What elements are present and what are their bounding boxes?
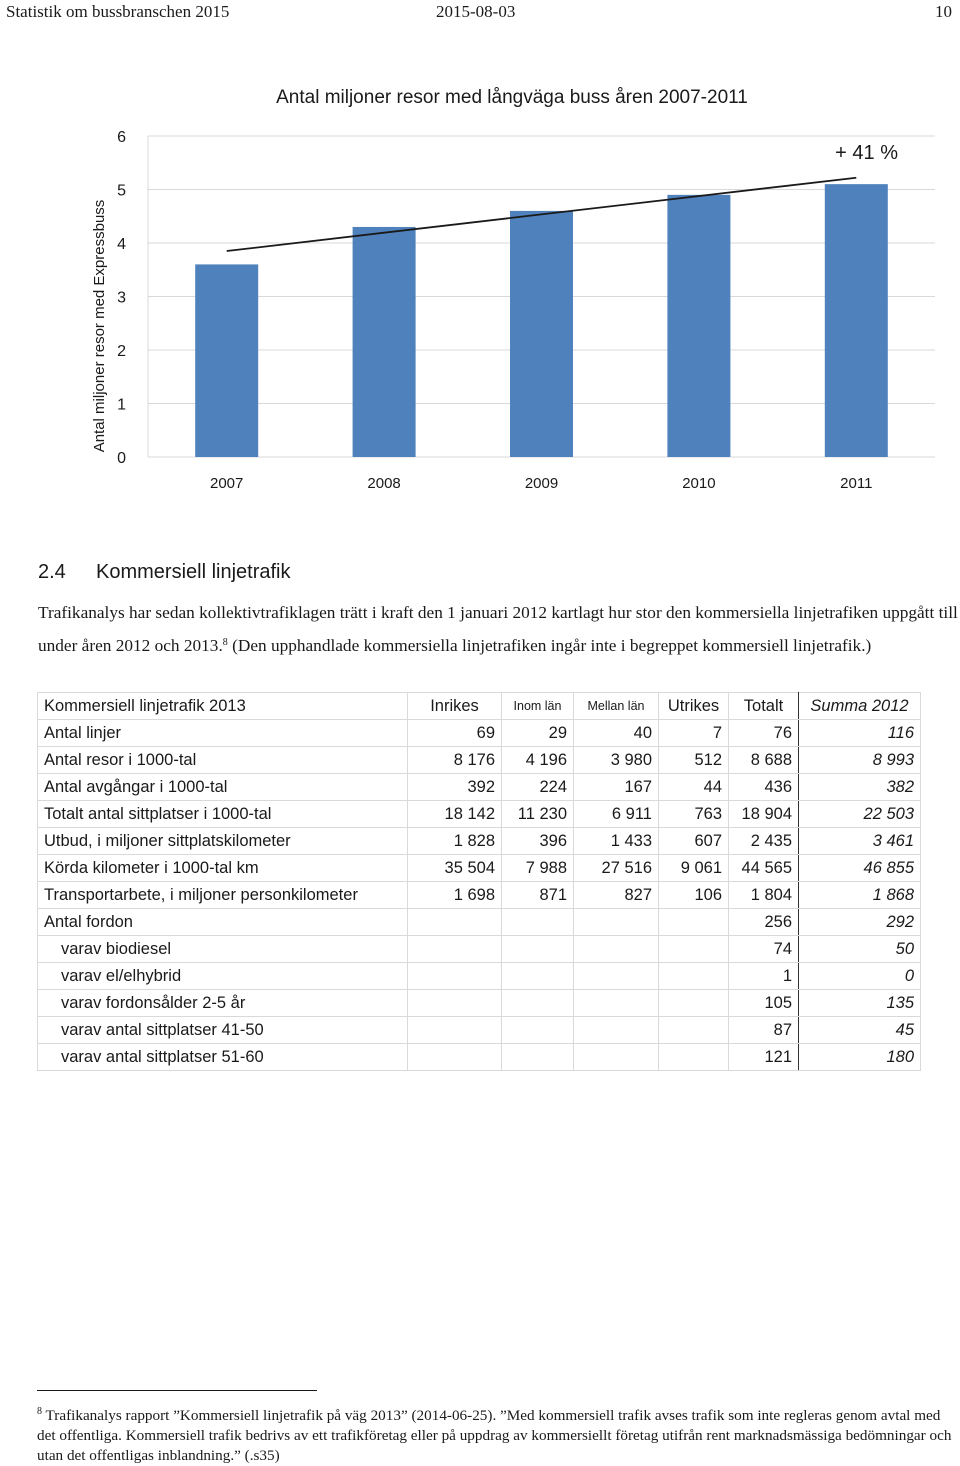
table-cell [659, 1044, 729, 1071]
table-row [38, 855, 921, 882]
y-tick-label: 4 [117, 236, 126, 253]
table-cell [408, 909, 502, 936]
column-header-inrikes: Inrikes [408, 693, 502, 720]
table-cell: 6 911 [574, 801, 659, 828]
table-cell: 3 980 [574, 747, 659, 774]
table-cell: 292 [799, 909, 921, 936]
table-cell: 116 [799, 720, 921, 747]
table-cell: 105 [729, 990, 799, 1017]
table-row [38, 747, 921, 774]
table-cell: 4 196 [502, 747, 574, 774]
table-cell: 106 [659, 882, 729, 909]
footnote-number: 8 [37, 1406, 42, 1417]
table-cell: 35 504 [408, 855, 502, 882]
y-tick-labels [117, 129, 126, 467]
column-header-mellan-lan: Mellan län [574, 693, 659, 720]
table-cell [502, 936, 574, 963]
table-row [38, 963, 921, 990]
y-tick-label: 5 [117, 182, 126, 200]
table-cell: 74 [729, 936, 799, 963]
x-tick-labels [210, 475, 872, 492]
row-label: varav biodiesel [38, 936, 408, 963]
table-row [38, 882, 921, 909]
table-cell [408, 1044, 502, 1071]
table-cell [408, 936, 502, 963]
table-cell: 46 855 [799, 855, 921, 882]
footnote-text: Trafikanalys rapport ”Kommersiell linjetrafik på väg 2013” (2014-06-25). ”Med kommersiell trafik avses trafik som inte regleras genom avtal med det offentliga. Kommersiell trafik bedrivs av ett trafikföretag eller på uppdrag av kommersiellt företag utifrån rent marknadsmässiga bedömningar och utan det offentligas inblandning.” (.s35) [37, 1407, 952, 1464]
table-cell [502, 909, 574, 936]
table-cell: 87 [729, 1017, 799, 1044]
table-cell: 256 [729, 909, 799, 936]
table-cell: 8 176 [408, 747, 502, 774]
table-row [38, 720, 921, 747]
table-cell: 135 [799, 990, 921, 1017]
table-cell [574, 963, 659, 990]
table-row [38, 1044, 921, 1071]
page-number: 10 [935, 2, 952, 21]
table-row [38, 828, 921, 855]
y-tick-label: 1 [117, 396, 126, 414]
row-label: varav antal sittplatser 41-50 [38, 1017, 408, 1044]
column-header-inom-lan: Inom län [502, 693, 574, 720]
column-header-utrikes: Utrikes [659, 693, 729, 720]
table-cell: 827 [574, 882, 659, 909]
table-cell [659, 909, 729, 936]
table-cell: 512 [659, 747, 729, 774]
table-cell: 76 [729, 720, 799, 747]
table-row [38, 990, 921, 1017]
row-label: Totalt antal sittplatser i 1000-tal [38, 801, 408, 828]
statistics-table [37, 692, 921, 1071]
table-row [38, 936, 921, 963]
table-cell: 22 503 [799, 801, 921, 828]
table-cell: 40 [574, 720, 659, 747]
table-cell: 763 [659, 801, 729, 828]
column-header-summa-2012: Summa 2012 [799, 693, 921, 720]
x-tick-label: 2009 [524, 475, 559, 492]
footnote-divider [37, 1390, 317, 1391]
y-axis-label: Antal miljoner resor med Expressbuss [91, 199, 108, 453]
table-cell: 9 061 [659, 855, 729, 882]
table-cell [502, 990, 574, 1017]
column-header-label: Kommersiell linjetrafik 2013 [38, 693, 408, 720]
table-cell [659, 963, 729, 990]
table-cell [574, 909, 659, 936]
table-cell: 50 [799, 936, 921, 963]
table-cell: 167 [574, 774, 659, 801]
column-header-totalt: Totalt [729, 693, 799, 720]
table-cell: 29 [502, 720, 574, 747]
document-title: Statistik om bussbranschen 2015 [6, 2, 230, 21]
table-cell [502, 963, 574, 990]
row-label: Körda kilometer i 1000-tal km [38, 855, 408, 882]
table-cell: 1 698 [408, 882, 502, 909]
table-header-row [38, 693, 921, 720]
table-cell: 7 [659, 720, 729, 747]
row-label: Antal linjer [38, 720, 408, 747]
paragraph-text-2: (Den upphandlade kommersiella linjetrafiken ingår inte i begreppet kommersiell linjetrafik.) [227, 636, 872, 655]
chart-title: Antal miljoner resor med långväga buss åren 2007-2011 [276, 87, 748, 108]
footnote-reference[interactable]: 8 [222, 637, 228, 648]
table-cell: 224 [502, 774, 574, 801]
table-cell: 121 [729, 1044, 799, 1071]
bar [195, 264, 258, 457]
table-cell: 1 [729, 963, 799, 990]
chart-bars [195, 184, 888, 457]
row-label: Antal fordon [38, 909, 408, 936]
table-cell: 180 [799, 1044, 921, 1071]
growth-annotation: + 41 % [835, 142, 898, 164]
table-cell: 0 [799, 963, 921, 990]
row-label: Transportarbete, i miljoner personkilometer [38, 882, 408, 909]
table-row [38, 1017, 921, 1044]
page-header [0, 0, 960, 26]
row-label: Utbud, i miljoner sittplatskilometer [38, 828, 408, 855]
row-label: Antal resor i 1000-tal [38, 747, 408, 774]
bar-chart [80, 80, 940, 512]
table-row [38, 909, 921, 936]
table-cell: 44 [659, 774, 729, 801]
row-label: varav el/elhybrid [38, 963, 408, 990]
bar [825, 184, 888, 457]
section-title: Kommersiell linjetrafik [96, 561, 291, 583]
document-date: 2015-08-03 [436, 2, 516, 21]
x-tick-label: 2011 [840, 475, 873, 492]
y-tick-label: 2 [117, 343, 126, 360]
table-cell [659, 1017, 729, 1044]
footnote [37, 1402, 952, 1466]
table-cell [502, 1044, 574, 1071]
table-cell: 18 142 [408, 801, 502, 828]
table-cell: 69 [408, 720, 502, 747]
table-cell: 1 804 [729, 882, 799, 909]
row-label: Antal avgångar i 1000-tal [38, 774, 408, 801]
table-cell [408, 990, 502, 1017]
y-tick-label: 6 [117, 129, 126, 146]
paragraph-text-1: Trafikanalys har sedan kollektivtrafiklagen trätt i kraft den 1 januari 2012 kartlagt hur stor den kommersiella linjetrafiken uppgått till under åren 2012 och 2013. [38, 603, 958, 655]
table-cell: 1 433 [574, 828, 659, 855]
table-cell: 392 [408, 774, 502, 801]
table-cell [574, 990, 659, 1017]
table-cell: 7 988 [502, 855, 574, 882]
table-cell: 1 868 [799, 882, 921, 909]
x-tick-label: 2007 [210, 475, 244, 492]
row-label: varav antal sittplatser 51-60 [38, 1044, 408, 1071]
bar [667, 195, 730, 457]
y-tick-label: 0 [117, 450, 126, 467]
table-cell: 2 435 [729, 828, 799, 855]
y-tick-label: 3 [117, 289, 126, 307]
x-tick-label: 2010 [682, 475, 716, 492]
bar [353, 227, 416, 457]
table-cell: 8 993 [799, 747, 921, 774]
table-cell [659, 936, 729, 963]
bar [510, 211, 573, 457]
table-cell: 382 [799, 774, 921, 801]
table-cell: 871 [502, 882, 574, 909]
table-cell [574, 936, 659, 963]
table-cell: 607 [659, 828, 729, 855]
section-heading [38, 561, 291, 584]
x-tick-label: 2008 [367, 475, 401, 492]
table-cell [659, 990, 729, 1017]
section-paragraph [38, 598, 958, 661]
table-cell [574, 1017, 659, 1044]
table-cell: 45 [799, 1017, 921, 1044]
table-cell: 44 565 [729, 855, 799, 882]
table-cell [574, 1044, 659, 1071]
table-row [38, 774, 921, 801]
table-row [38, 801, 921, 828]
table-cell: 436 [729, 774, 799, 801]
table-cell: 3 461 [799, 828, 921, 855]
table-cell: 1 828 [408, 828, 502, 855]
table-cell [502, 1017, 574, 1044]
row-label: varav fordonsålder 2-5 år [38, 990, 408, 1017]
table-cell: 11 230 [502, 801, 574, 828]
section-number: 2.4 [38, 561, 66, 583]
table-cell: 18 904 [729, 801, 799, 828]
table-cell [408, 1017, 502, 1044]
table-cell: 396 [502, 828, 574, 855]
table-cell: 27 516 [574, 855, 659, 882]
table-cell: 8 688 [729, 747, 799, 774]
table-cell [408, 963, 502, 990]
